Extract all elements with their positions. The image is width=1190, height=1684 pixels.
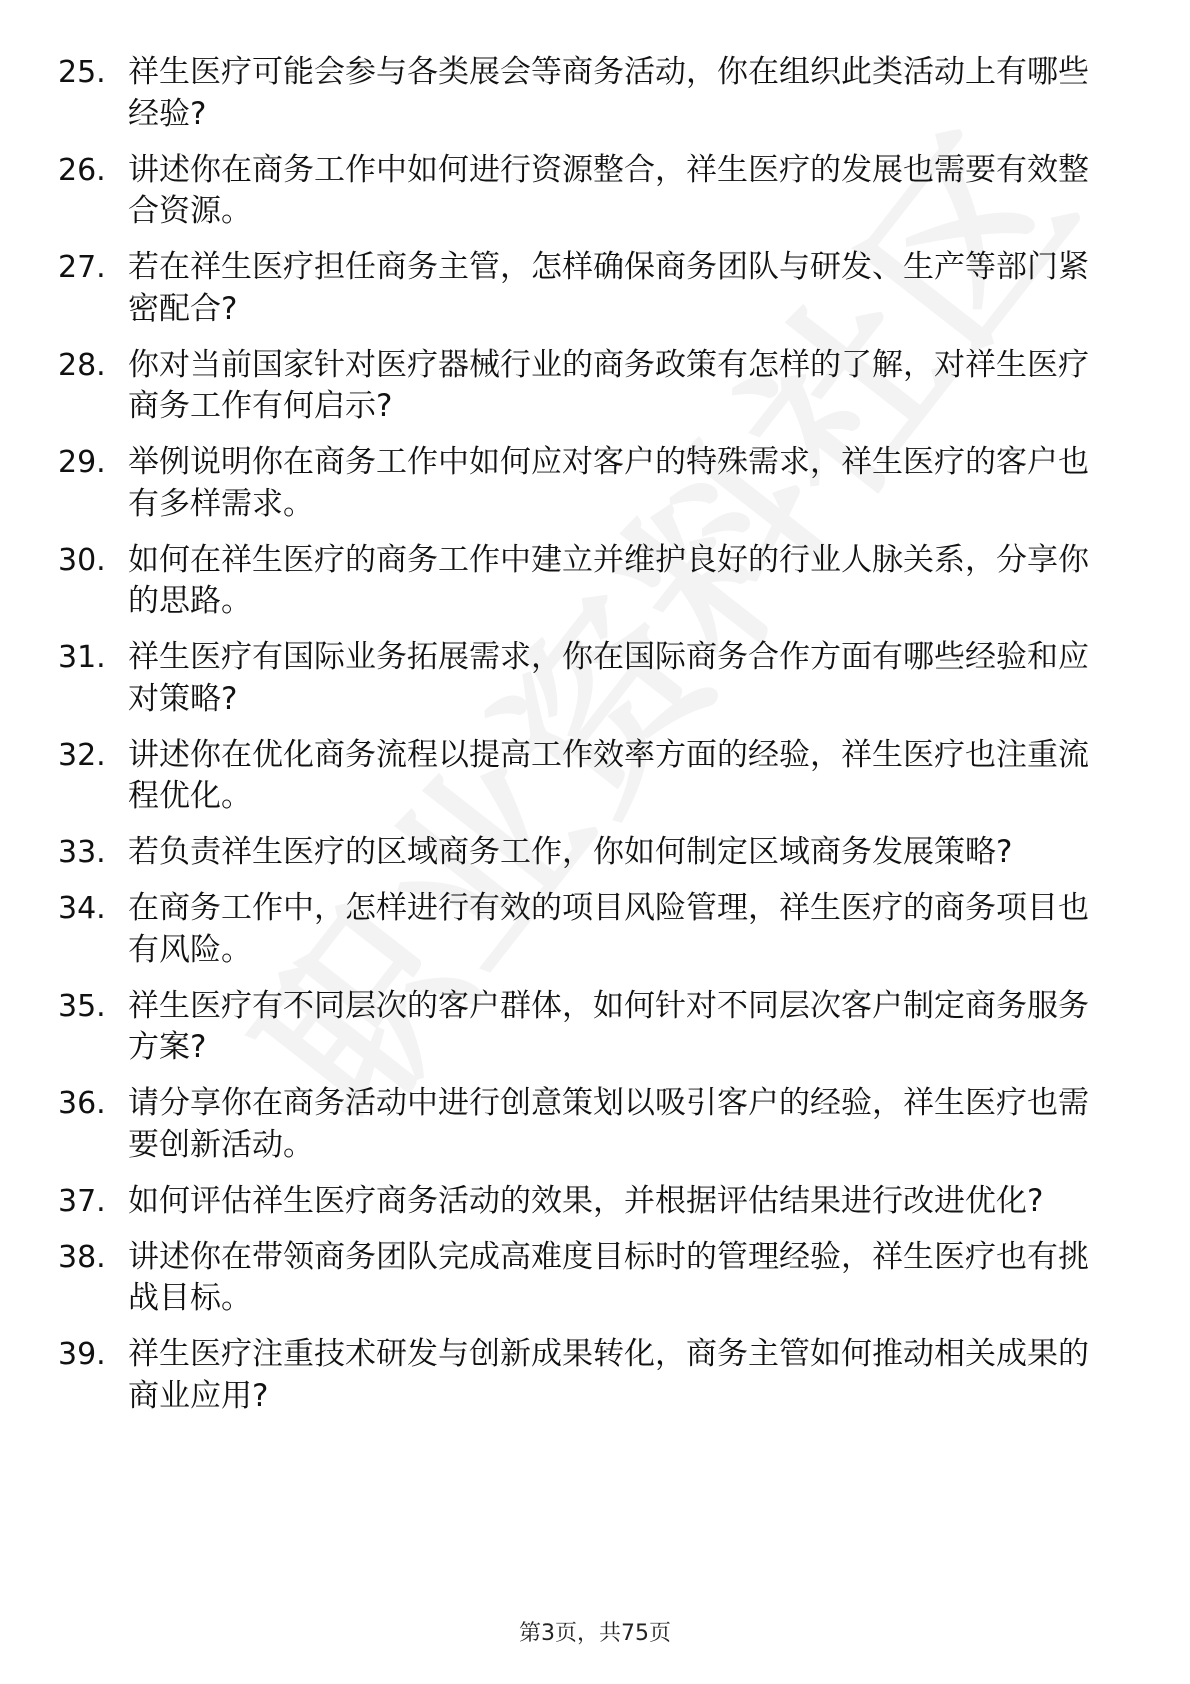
question-item: [58, 540, 1118, 623]
question-item: [58, 52, 1118, 135]
question-item: [58, 637, 1118, 720]
question-text: 讲述你在商务工作中如何进行资源整合，祥生医疗的发展也需要有效整合资源。: [128, 151, 1089, 229]
question-number: 29.: [58, 445, 106, 480]
question-number: 35.: [58, 988, 106, 1024]
question-item: [58, 1083, 1118, 1166]
question-number: 30.: [58, 542, 106, 578]
question-item: [58, 986, 1118, 1069]
question-item: [58, 735, 1118, 818]
question-item: [58, 832, 1118, 874]
question-number: 28.: [58, 347, 106, 383]
question-number: 37.: [58, 1183, 106, 1219]
question-number: 36.: [58, 1086, 106, 1121]
question-text: 请分享你在商务活动中进行创意策划以吸引客户的经验，祥生医疗也需要创新活动。: [128, 1085, 1089, 1163]
question-text: 祥生医疗可能会参与各类展会等商务活动，你在组织此类活动上有哪些经验?: [128, 54, 1089, 132]
question-item: [58, 888, 1118, 971]
question-item: [58, 150, 1118, 233]
question-text: 祥生医疗有不同层次的客户群体，如何针对不同层次客户制定商务服务方案?: [128, 987, 1089, 1065]
question-text: 如何评估祥生医疗商务活动的效果，并根据评估结果进行改进优化?: [128, 1182, 1044, 1219]
question-text: 你对当前国家针对医疗器械行业的商务政策有怎样的了解，对祥生医疗商务工作有何启示?: [128, 346, 1089, 424]
question-number: 26.: [58, 152, 106, 188]
question-item: [58, 1334, 1118, 1417]
question-text: 在商务工作中，怎样进行有效的项目风险管理，祥生医疗的商务项目也有风险。: [128, 890, 1089, 968]
question-text: 祥生医疗注重技术研发与创新成果转化，商务主管如何推动相关成果的商业应用?: [128, 1336, 1089, 1414]
question-item: [58, 345, 1118, 428]
question-text: 讲述你在优化商务流程以提高工作效率方面的经验，祥生医疗也注重流程优化。: [128, 736, 1089, 814]
page-footer: 第3页，共75页: [519, 1621, 671, 1646]
question-number: 33.: [58, 835, 106, 870]
question-number: 39.: [58, 1337, 106, 1372]
question-number: 27.: [58, 250, 106, 285]
question-item: [58, 442, 1118, 525]
question-list: [58, 52, 1118, 1432]
question-number: 32.: [58, 737, 106, 773]
question-text: 讲述你在带领商务团队完成高难度目标时的管理经验，祥生医疗也有挑战目标。: [128, 1238, 1089, 1316]
question-text: 举例说明你在商务工作中如何应对客户的特殊需求，祥生医疗的客户也有多样需求。: [128, 444, 1089, 522]
question-text: 如何在祥生医疗的商务工作中建立并维护良好的行业人脉关系，分享你的思路。: [128, 541, 1089, 619]
question-text: 若负责祥生医疗的区域商务工作，你如何制定区域商务发展策略?: [128, 834, 1013, 870]
question-text: 若在祥生医疗担任商务主管，怎样确保商务团队与研发、生产等部门紧密配合?: [128, 249, 1089, 327]
question-number: 34.: [58, 891, 106, 926]
question-item: [58, 1181, 1118, 1223]
question-number: 31.: [58, 640, 106, 675]
question-item: [58, 1237, 1118, 1320]
question-item: [58, 247, 1118, 330]
question-text: 祥生医疗有国际业务拓展需求，你在国际商务合作方面有哪些经验和应对策略?: [128, 639, 1089, 717]
question-number: 38.: [58, 1239, 106, 1275]
question-number: 25.: [58, 55, 106, 90]
